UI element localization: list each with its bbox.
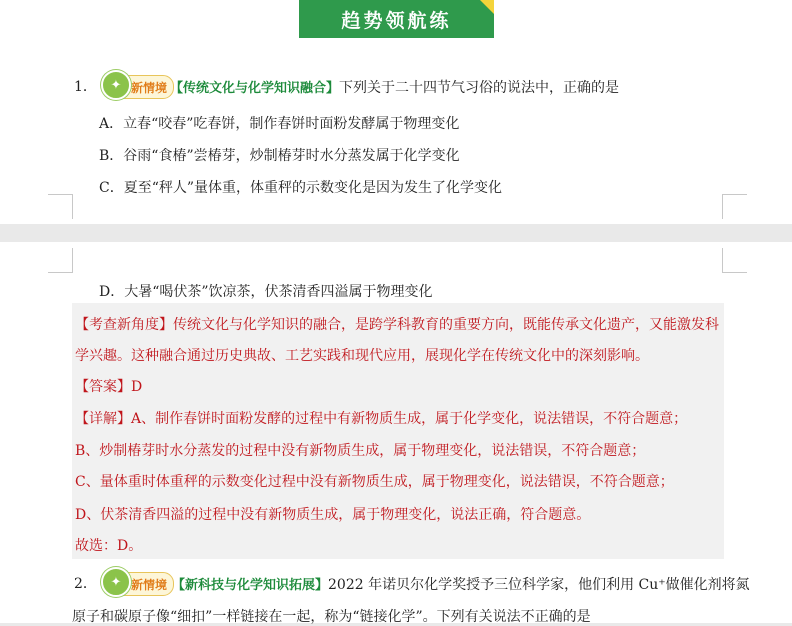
- analysis-angle-line-1: 【考查新角度】传统文化与化学知识的融合，是跨学科教育的重要方向，既能传承文化遗产，又能激发科: [75, 317, 719, 333]
- question-1-option-d: D．大暑“喝伏茶”饮凉茶，伏茶清香四溢属于物理变化: [99, 284, 433, 300]
- question-2-tag: [104, 572, 174, 596]
- page-corner-mark: [722, 194, 747, 219]
- analysis-answer: 【答案】D: [75, 379, 143, 395]
- banner-corner-fold: [480, 0, 494, 14]
- banner-title: 趋势领航练: [341, 9, 452, 32]
- analysis-detail-line-3: C、量体重时体重秤的示数变化过程中没有新物质生成，属于物理变化，说法错误，不符合题意；: [75, 474, 674, 490]
- analysis-angle-line-2: 学兴趣。这种融合通过历史典故、工艺实践和现代应用，展现化学在传统文化中的深刻影响。: [75, 348, 649, 364]
- analysis-detail-line-4: D、伏茶清香四溢的过程中没有新物质生成，属于物理变化，说法正确，符合题意。: [75, 507, 591, 523]
- question-2-number: 2．: [74, 576, 97, 592]
- question-1-tag: [104, 75, 174, 99]
- section-banner: [299, 0, 494, 38]
- question-1-tag-label: 新情境: [131, 80, 168, 95]
- question-1-number: 1．: [74, 79, 97, 95]
- question-2-stem-line-2: 原子和碳原子像“细扣”一样链接在一起，称为“链接化学”。下列有关说法不正确的是: [72, 609, 591, 625]
- lightbulb-icon: ✦: [101, 70, 131, 100]
- question-2-topic: 【新科技与化学知识拓展】: [172, 578, 329, 593]
- question-1-topic: 【传统文化与化学知识融合】: [170, 81, 340, 96]
- page-corner-mark: [722, 248, 747, 273]
- lightbulb-icon: ✦: [101, 567, 131, 597]
- question-1-option-c: C．夏至“秤人”量体重，体重秤的示数变化是因为发生了化学变化: [99, 180, 503, 196]
- question-2-text: [172, 574, 750, 594]
- analysis-detail-line-1: 【详解】A、制作春饼时面粉发酵的过程中有新物质生成，属于化学变化，说法错误，不符合题意；: [75, 411, 688, 427]
- question-1-option-a: A．立春“咬春”吃春饼，制作春饼时面粉发酵属于物理变化: [99, 116, 460, 132]
- analysis-detail-line-2: B、炒制椿芽时水分蒸发的过程中没有新物质生成，属于物理变化，说法错误，不符合题意；: [75, 443, 646, 459]
- question-1-option-b: B．谷雨“食椿”尝椿芽，炒制椿芽时水分蒸发属于化学变化: [99, 148, 460, 164]
- question-1-text: [170, 77, 619, 97]
- page-corner-mark: [48, 194, 73, 219]
- document-page-1: [0, 0, 792, 224]
- question-2-tag-label: 新情境: [131, 577, 168, 592]
- question-1-stem: 下列关于二十四节气习俗的说法中，正确的是: [339, 80, 620, 96]
- question-2-stem-line-1: 2022 年诺贝尔化学奖授予三位科学家，他们利用 Cu⁺做催化剂将氮: [328, 577, 750, 593]
- page-corner-mark: [48, 248, 73, 273]
- analysis-choice: 故选：D。: [75, 538, 143, 554]
